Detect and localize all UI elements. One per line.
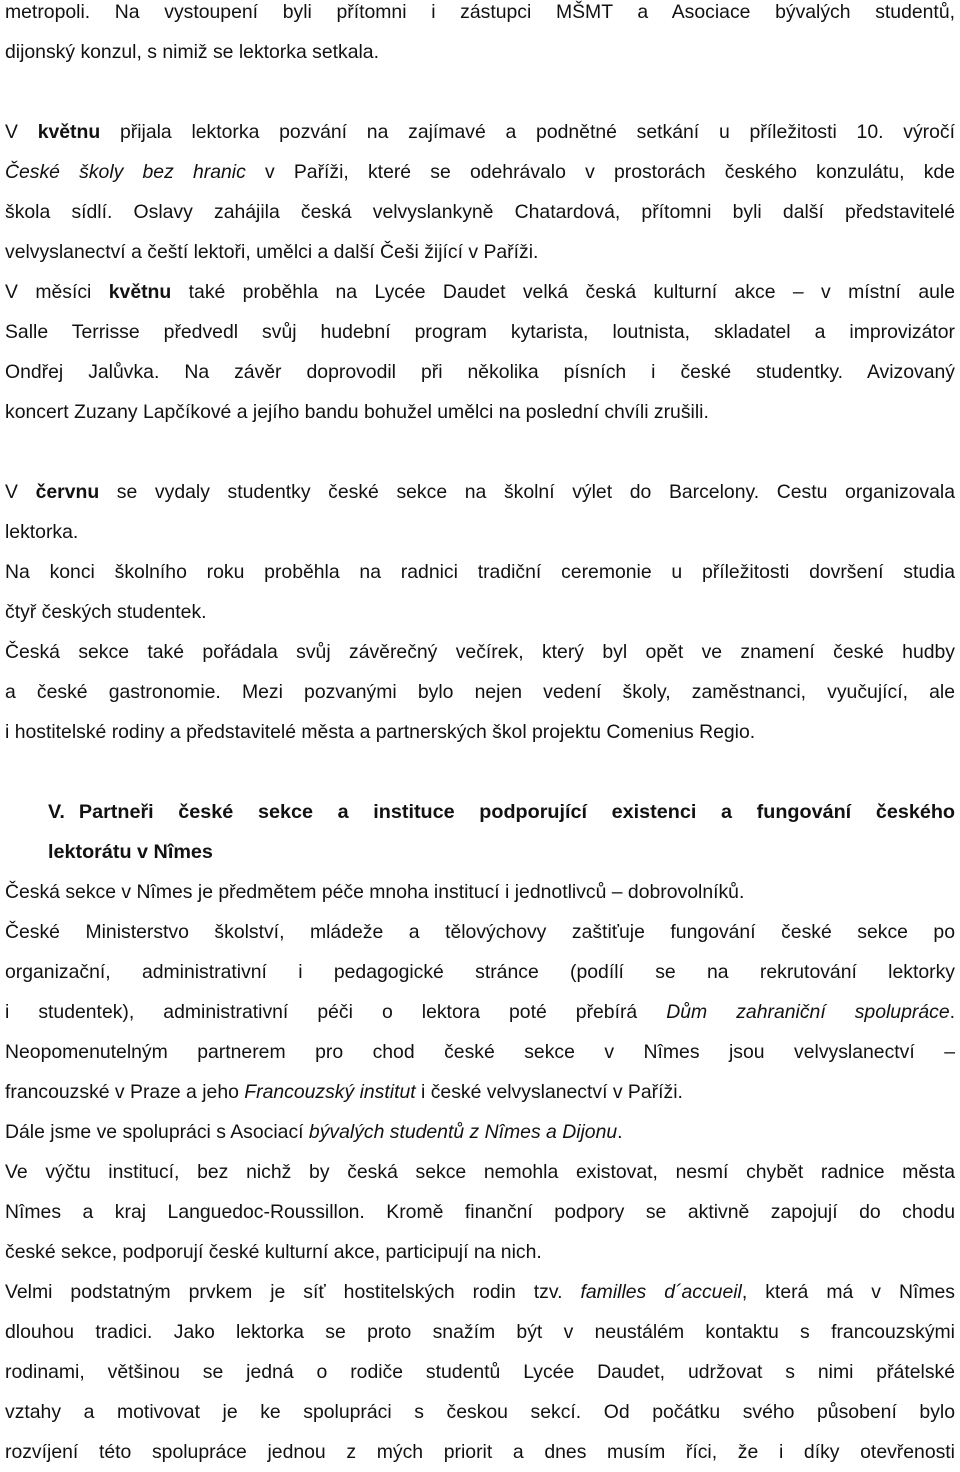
text-line: Ve výčtu institucí, bez nichž by česká sekce nemohla existovat, nesmí chybět radnice města — [5, 1161, 955, 1183]
text-line: i hostitelské rodiny a představitelé města a partnerských škol projektu Comenius Regio. — [5, 721, 756, 743]
text-line: čtyř českých studentek. — [5, 601, 207, 623]
paragraph-june-trip — [5, 472, 955, 552]
italic-name: Dům zahraniční spolupráce — [666, 1001, 950, 1023]
text-line: dijonský konzul, s nimiž se lektorka setkala. — [5, 41, 379, 63]
text-line: i studentek), administrativní péči o lektora poté přebírá Dům zahraniční spolupráce. — [5, 1001, 955, 1023]
text-line: dlouhou tradici. Jako lektorka se proto snažím být v neustálém kontaktu s francouzskými — [5, 1321, 955, 1343]
text-line: a české gastronomie. Mezi pozvanými bylo nejen vedení školy, zaměstnanci, vyučující, ale — [5, 681, 955, 703]
text-line: Na konci školního roku proběhla na radnici tradiční ceremonie u příležitosti dovršení studia — [5, 561, 955, 583]
text-line: vztahy a motivovat je ke spolupráci s českou sekcí. Od počátku svého působení bylo — [5, 1401, 955, 1423]
month-emphasis: květnu — [108, 281, 172, 303]
paragraph-ceremony — [5, 552, 955, 632]
paragraph-gap — [5, 72, 955, 112]
month-emphasis: červnu — [35, 481, 100, 503]
text-line: rozvíjení této spolupráce jednou z mých priorit a dnes musím říci, že i díky otevřenosti — [5, 1441, 955, 1463]
text-line: Nîmes a kraj Languedoc-Roussillon. Kromě finanční podpory se aktivně zapojují do chodu — [5, 1201, 955, 1223]
text-line: Velmi podstatným prvkem je síť hostitelských rodin tzv. familles d´accueil, která má v Nîmes — [5, 1281, 955, 1303]
text-line: V květnu přijala lektorka pozvání na zajímavé a podnětné setkání u příležitosti 10. výročí — [5, 121, 955, 143]
paragraph-continued — [5, 0, 955, 72]
text-line: rodinami, většinou se jedná o rodiče studentů Lycée Daudet, udržovat s nimi přátelské — [5, 1361, 955, 1383]
paragraph-may-paris — [5, 112, 955, 272]
text-line: V červnu se vydaly studentky české sekce na školní výlet do Barcelony. Cestu organizovala — [5, 481, 955, 503]
text-line: Salle Terrisse předvedl svůj hudební program kytarista, loutnista, skladatel a improvizátor — [5, 321, 955, 343]
paragraph-gap — [5, 752, 955, 792]
document-page — [5, 0, 955, 1472]
text-line: koncert Zuzany Lapčíkové a jejího bandu bohužel umělci na poslední chvíli zrušili. — [5, 401, 709, 423]
heading-line: lektorátu v Nîmes — [48, 841, 213, 863]
paragraph-host-families — [5, 1272, 955, 1472]
text-line: České Ministerstvo školství, mládeže a tělovýchovy zaštiťuje fungování české sekce po — [5, 921, 955, 943]
text-line: České školy bez hranic v Paříži, které se odehrávalo v prostorách českého konzulátu, kde — [5, 161, 955, 183]
text-line: organizační, administrativní i pedagogické stránce (podílí se na rekrutování lektorky — [5, 961, 955, 983]
paragraph-party — [5, 632, 955, 752]
text-line: velvyslanectví a čeští lektoři, umělci a další Češi žijící v Paříži. — [5, 241, 539, 263]
text-line: metropoli. Na vystoupení byli přítomni i zástupci MŠMT a Asociace bývalých studentů, — [5, 1, 955, 23]
italic-name: bývalých studentů z Nîmes a Dijonu — [308, 1121, 618, 1143]
text-line: škola sídlí. Oslavy zahájila česká velvyslankyně Chatardová, přítomni byli další představitelé — [5, 201, 955, 223]
paragraph-association — [5, 1112, 955, 1152]
heading-line: V. Partneři české sekce a instituce podporující existenci a fungování českého — [48, 801, 955, 823]
text-line: Ondřej Jalůvka. Na závěr doprovodil při několika písních i české studentky. Avizovaný — [5, 361, 955, 383]
text-line: Česká sekce také pořádala svůj závěrečný večírek, který byl opět ve znamení české hudby — [5, 641, 955, 663]
text-line: české sekce, podporují české kulturní akce, participují na nich. — [5, 1241, 542, 1263]
month-emphasis: květnu — [37, 121, 101, 143]
paragraph-institutions — [5, 1152, 955, 1272]
paragraph-ministry — [5, 912, 955, 1112]
section-number: V. — [48, 801, 65, 823]
italic-name: Francouzský institut — [244, 1081, 416, 1103]
text-line: Dále jsme ve spolupráci s Asociací bývalých studentů z Nîmes a Dijonu. — [5, 1121, 623, 1143]
section-heading — [48, 792, 955, 872]
text-line: Česká sekce v Nîmes je předmětem péče mnoha institucí i jednotlivců – dobrovolníků. — [5, 881, 745, 903]
text-line: Neopomenutelným partnerem pro chod české sekce v Nîmes jsou velvyslanectví – — [5, 1041, 955, 1063]
paragraph-care — [5, 872, 955, 912]
text-line: francouzské v Praze a jeho Francouzský institut i české velvyslanectví v Paříži. — [5, 1081, 683, 1103]
italic-name: familles d´accueil — [580, 1281, 742, 1303]
paragraph-gap — [5, 432, 955, 472]
text-line: lektorka. — [5, 521, 79, 543]
italic-name: České školy bez hranic — [5, 161, 246, 183]
paragraph-may-concert — [5, 272, 955, 432]
text-line: V měsíci květnu také proběhla na Lycée Daudet velká česká kulturní akce – v místní aule — [5, 281, 955, 303]
